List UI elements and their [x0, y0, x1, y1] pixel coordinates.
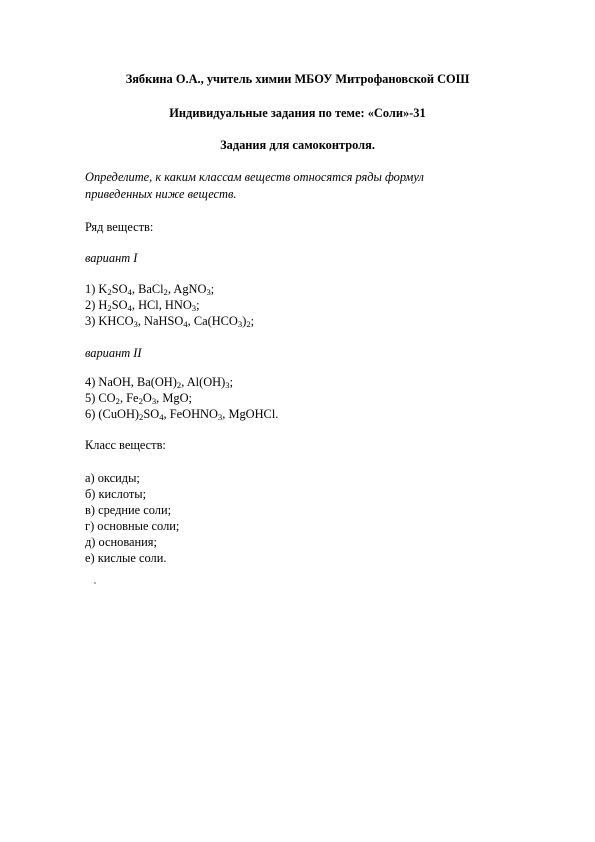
variant1-item-2	[85, 298, 200, 313]
item-number: 2)	[85, 298, 99, 312]
instructions-line-1: Определите, к каким классам веществ относятся ряды формул	[85, 170, 424, 184]
variant1-label: вариант I	[85, 251, 138, 265]
item-number: 3)	[85, 314, 99, 328]
class-heading: Класс веществ:	[85, 438, 166, 452]
class-item: в) средние соли;	[85, 503, 172, 517]
author-line: Зябкина О.А., учитель химии МБОУ Митрофановской СОШ	[125, 72, 470, 86]
instructions-line-2: приведенных ниже веществ.	[85, 187, 237, 201]
variant2-item-6	[85, 407, 278, 422]
class-item: а) оксиды;	[85, 471, 140, 485]
variant2-label: вариант II	[85, 346, 142, 360]
formula: NaOH, $Ba(OH)_2$, $Al(OH)_3$;	[98, 375, 234, 390]
item-number: 6)	[85, 407, 99, 421]
item-number: 1)	[85, 282, 99, 296]
item-number: 4)	[85, 375, 99, 389]
formula: $CO_2$, $Fe_2O_3$, MgO;	[98, 391, 192, 406]
formula: $(CuOH)_2SO_4$, FeOHNO$_3$, MgOHCl.	[98, 407, 279, 422]
class-item: б) кислоты;	[85, 487, 147, 501]
formula: $H_2SO_4$, HCl, $HNO_3$;	[98, 298, 200, 313]
variant1-item-3	[85, 314, 254, 329]
variant2-item-5	[85, 391, 192, 406]
class-item: д) основания;	[85, 535, 157, 549]
assignment-title: Индивидуальные задания по теме: «Соли»-31	[169, 106, 426, 120]
series-heading: Ряд веществ:	[85, 220, 154, 234]
formula: $KHCO_3$, NaHSO$_4$, $Ca(HCO_3)_2$;	[98, 314, 255, 329]
class-item: е) кислые соли.	[85, 551, 167, 565]
formula: $K_2SO_4$, BaCl$_2$, AgNO$_3$;	[98, 282, 215, 297]
variant1-item-1	[85, 282, 214, 297]
variant2-item-4	[85, 375, 233, 390]
item-number: 5)	[85, 391, 99, 405]
class-item: г) основные соли;	[85, 519, 180, 533]
stray-mark	[94, 582, 96, 584]
section-title: Задания для самоконтроля.	[220, 138, 375, 152]
